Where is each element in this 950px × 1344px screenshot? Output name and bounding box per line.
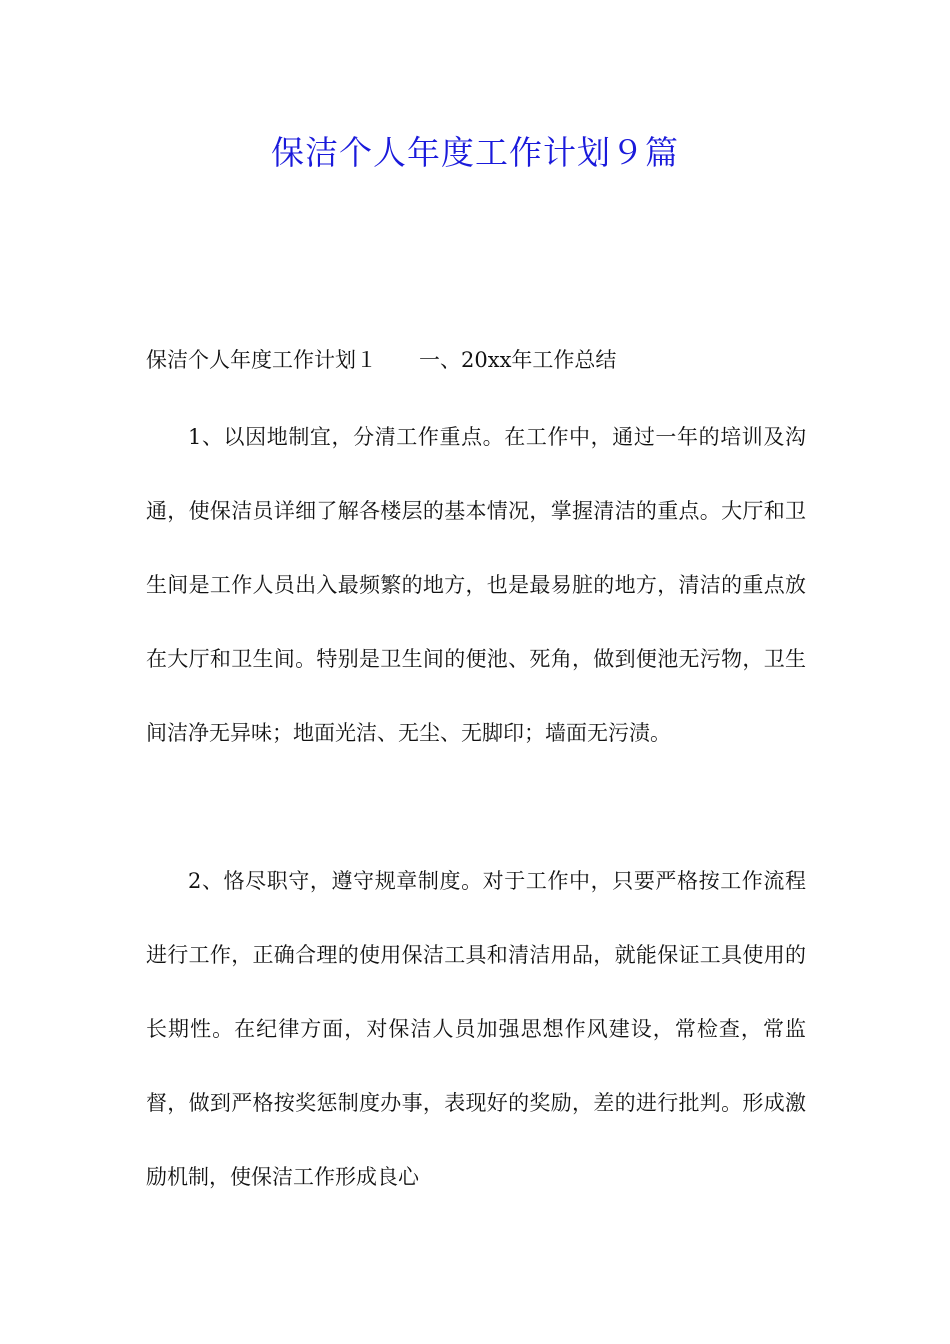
document-title: 保洁个人年度工作计划９篇 [271, 133, 679, 172]
section-heading: 保洁个人年度工作计划１ 一、20xx年工作总结 [146, 348, 617, 372]
paragraph-2: 2、恪尽职守，遵守规章制度。对于工作中，只要严格按工作流程进行工作，正确合理的使用保洁工具和清洁用品，就能保证工具使用的长期性。在纪律方面，对保洁人员加强思想作风建设，常检查，常监督，做到严格按奖惩制度办事，表现好的奖励，差的进行批判。形成激励机制，使保洁工作形成良心 [146, 869, 806, 1189]
paragraph-1: 1、以因地制宜，分清工作重点。在工作中，通过一年的培训及沟通，使保洁员详细了解各楼层的基本情况，掌握清洁的重点。大厅和卫生间是工作人员出入最频繁的地方，也是最易脏的地方，清洁的重点放在大厅和卫生间。特别是卫生间的便池、死角，做到便池无污物，卫生间洁净无异味；地面光洁、无尘、无脚印；墙面无污渍。 [146, 425, 806, 745]
